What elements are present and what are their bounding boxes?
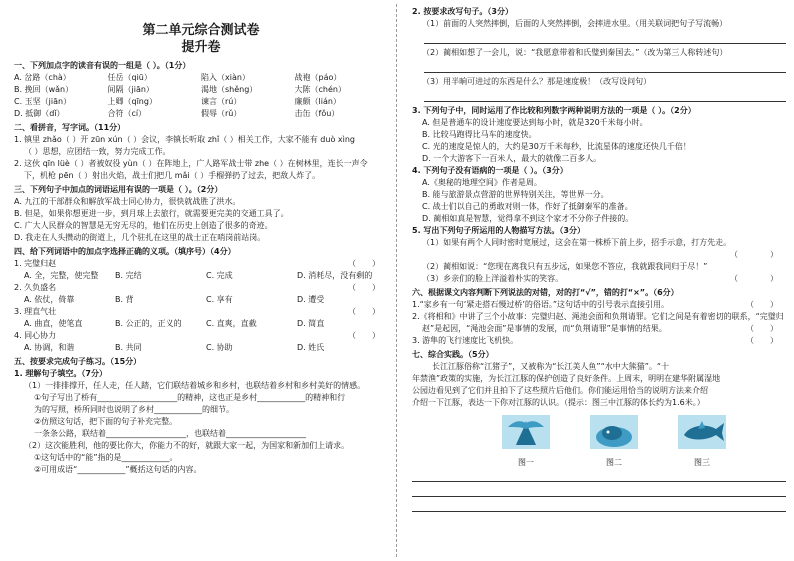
section-1-row-d: D. 抵御（dǐ） 合符（cí） 假辱（rǔ） 击缶（fǒu） — [14, 109, 340, 118]
passage-line: （2）这次能胜利，他的要比你大，你能力不的好，就跟大家一起，为国家和新加们上请求。 — [24, 441, 350, 450]
section-2-line: 下，机枪 pēn（ ）射出火焰，战士们把几 mǎi（ ）手榴弹扔了过去，把敌人炸了。 — [24, 171, 321, 180]
section-1-heading: 一、下列加点字的读音有误的一组是（ ）。（1分） — [14, 61, 191, 70]
section-6-heading: 六、根据课文内容判断下列说法的对错，对的打“√”，错的打“×”。（6分） — [412, 288, 679, 297]
left-page — [14, 6, 388, 558]
section-6-item: 赵”是起因，“渑池会面”是事情的发展，而“负荆请罪”是事情的结果。 — [422, 324, 667, 333]
passage-line: ②仿照这句话，把下面的句子补充完整。 — [34, 417, 178, 426]
figure-3 — [672, 415, 732, 469]
answer-blank[interactable]: （ ） — [348, 283, 380, 292]
section-4-word: 3. 理直气壮 — [14, 307, 57, 316]
section-4-group: 1. 完璧归赵 （ ） A. 全，完整，使完整 B. 完结 C. 完成 D. 消耗尽，没有剩的 — [14, 258, 388, 282]
question-5-c: （3）乡亲们的脸上洋溢着朴实的笑容。 — [422, 274, 564, 283]
figure-3-caption: 图三 — [694, 458, 710, 467]
section-2-line: （ ）思想，应团结一致，努力完成工作。 — [24, 147, 171, 156]
section-5-question-1: 1. 理解句子填空。（7分） — [14, 369, 107, 378]
section-6-item: 1.“家乡有一句‘紧走搭石慢过桥’的俗语。”这句话中的引号表示直接引用。 — [412, 300, 670, 309]
passage-line: （1）一排排撑开，任人走，任人踏，它们联结着城乡和乡村，也联结着乡村和乡村美好的情感。 — [24, 381, 366, 390]
porpoise-head-image — [590, 415, 638, 449]
section-3-option: B. 但是，如果你想更进一步，到月球上去旅行，就需要更完美的交通工具了。 — [14, 209, 289, 218]
section-7-text: 介绍一下江豚，表达一下你对江豚的认识。（提示：图三中江豚的体长约为1.6米。） — [412, 398, 705, 407]
answer-line[interactable] — [424, 90, 786, 102]
exam-title: 第二单元综合测试卷 — [142, 23, 260, 38]
section-4-word: 2. 久负盛名 — [14, 283, 57, 292]
section-4-word: 1. 完璧归赵 — [14, 259, 57, 268]
answer-blank[interactable]: （ ） — [746, 300, 778, 309]
section-6-item: 3. 游隼的飞行速度比飞机快。 — [412, 336, 519, 345]
question-4-option: B. 能与旅游景点营游的世界特别关注，等世界一分。 — [422, 190, 609, 199]
passage-line: ①这句话中的“能”指的是____________。 — [34, 453, 178, 462]
porpoise-body-image — [678, 415, 726, 449]
figure-2 — [584, 415, 644, 469]
section-2-line: 1. 镇里 zhǎo（ ）开 zūn xún（ ）会议，李镇长听取 zhǐ（ ）相关工作，大家不能有 duò xìng — [14, 135, 355, 144]
question-5-a: （1）如果有两个人同时密时宽展过，这会在第一株桥下前上步，招手示意，打方先走。 — [422, 238, 732, 247]
section-2-heading: 二、看拼音，写字词。（11分） — [14, 123, 126, 132]
section-2-line: 2. 这伙 qīn lüè（ ）者被奴役 yùn（ ）在阵地上，广人路军战士带 zhe（ ）在树林里，连长一声令 — [14, 159, 368, 168]
question-3-heading: 3. 下列句子中，同时运用了作比较和列数字两种说明方法的一项是（ ）。（2分） — [412, 106, 696, 115]
question-4-heading: 4. 下列句子没有语病的一项是（ ）。（3分） — [412, 166, 568, 175]
answer-line[interactable] — [424, 61, 786, 73]
question-3-option: D. 一个大游客下一百米人，最大的就像二百多人。 — [422, 154, 602, 163]
answer-blank[interactable]: （ ） — [348, 259, 380, 268]
section-5-heading: 五、按要求完成句子练习。（15分） — [14, 357, 142, 366]
figure-1 — [496, 415, 556, 469]
passage-line: ①句子写出了桥有____________________的精神，这也正是乡村____________的精神和行 — [34, 393, 346, 402]
section-3-option: C. 广大人民群众的智慧是无穷无尽的，他们在历史上创造了很多的奇迹。 — [14, 221, 273, 230]
right-page — [412, 6, 786, 558]
question-2-b: （2）蔺相如想了一会儿，说：“我愿意带着和氏璧到秦国去。”（改为第三人称转述句） — [422, 48, 728, 57]
section-6-item: 2.《将相和》中讲了三个小故事：完璧归赵、渑池会面和负荆请罪。它们之间是有着密切的联系，“完璧归 — [412, 312, 784, 321]
section-4-group: 3. 理直气壮 （ ） A. 曲直，使笔直 B. 公正的，正义的 C. 直爽，直截 D. 简直 — [14, 306, 388, 330]
answer-blank[interactable]: （ ） — [348, 331, 380, 340]
passage-line: ②可用成语“____________”概括这句话的内容。 — [34, 465, 202, 474]
question-5-b: （2）蔺相如说：“您现在离我只有五步远，如果您不答应，我就跟我同归于尽！” — [422, 262, 708, 271]
answer-line[interactable] — [424, 32, 786, 44]
answer-line[interactable] — [412, 484, 786, 497]
question-2-a: （1）前面的人突然摔倒，后面的人突然摔倒，会摔进水里。（用关联词把句子写流畅） — [422, 19, 728, 28]
page-divider — [396, 4, 397, 557]
section-4-heading: 四、给下列词语中的加点字选择正确的义项。（填序号）（4分） — [14, 247, 236, 256]
section-3-option: D. 我走在人头攒动的街道上，几个驻扎在这里的战士正在哨岗前站岗。 — [14, 233, 266, 242]
section-7-text: 年禁渔”政策的实施，为长江江豚的保护创造了良好条件。上周末，明明在建华附属湿地 — [412, 374, 721, 383]
question-3-option: A. 但是普通车的设计速度要达到每小时，就是320千米每小时。 — [422, 118, 648, 127]
answer-blank[interactable]: （ ） — [730, 250, 778, 259]
section-7-text: 长江江豚俗称“江猪子”，又被称为“长江美人鱼”“水中大熊猫”。“十 — [432, 362, 670, 371]
porpoise-figures — [482, 415, 746, 469]
question-3-option: B. 比较马跑得比马车的速度快。 — [422, 130, 537, 139]
answer-blank[interactable]: （ ） — [730, 274, 778, 283]
section-4-group: 2. 久负盛名 （ ） A. 依仗，倚靠 B. 背 C. 享有 D. 遭受 — [14, 282, 388, 306]
question-4-option: C. 战士们以自己的勇敢对则一体，作好了抵御秦军的准备。 — [422, 202, 633, 211]
figure-2-caption: 图二 — [606, 458, 622, 467]
question-5-heading: 5. 写出下列句子所运用的人物描写方法。（3分） — [412, 226, 585, 235]
answer-line[interactable] — [412, 499, 786, 512]
section-1-row-b: B. 挽回（wǎn） 间隔（jiān） 渴地（shěng） 大陈（chén） — [14, 85, 346, 94]
figure-1-caption: 图一 — [518, 458, 534, 467]
section-4-word: 4. 同心协力 — [14, 331, 57, 340]
exam-subtitle: 提升卷 — [181, 40, 221, 55]
answer-blank[interactable]: （ ） — [746, 324, 778, 333]
section-1-row-c: C. 玉坚（jiān） 上卿（qīng） 谏言（rú） 廉颇（lián） — [14, 97, 341, 106]
section-7-heading: 七、综合实践。（5分） — [412, 350, 494, 359]
section-4-group: 4. 同心协力 （ ） A. 协调，和谐 B. 共同 C. 协助 D. 姓氏 — [14, 330, 388, 354]
passage-line: 一条条公路，联结着____________________，也联结着____________________ — [34, 429, 306, 438]
question-3-option: C. 光的速度是惊人的，大约是30万千米每秒，比流星体的速度还快几千倍！ — [422, 142, 691, 151]
section-3-option: A. 九江的干部群众和解放军战士同心协力，很快就战胜了洪水。 — [14, 197, 241, 206]
answer-blank[interactable]: （ ） — [348, 307, 380, 316]
porpoise-tail-image — [502, 415, 550, 449]
question-2-heading: 2. 按要求改写句子。（3分） — [412, 7, 513, 16]
answer-blank[interactable]: （ ） — [746, 336, 778, 345]
section-3-heading: 三、下列句子中加点的词语运用有误的一项是（ ）。（2分） — [14, 185, 223, 194]
passage-line: 为的写照，桥所同时也说明了乡村____________的细节。 — [34, 405, 234, 414]
question-4-option: D. 蔺相如真是智慧，觉得拿不到这个家才不分你子件接的。 — [422, 214, 634, 223]
question-4-option: A.《奥秘的地理空间》作者是周。 — [422, 178, 542, 187]
answer-line[interactable] — [412, 469, 786, 482]
section-1-row-a: A. 岔路（chà） 任岳（qiū） 陷入（xiàn） 战袍（páo） — [14, 73, 342, 82]
question-2-c: （3）用半晌可进过的东西是什么？那是速度极！（改写设问句） — [422, 77, 652, 86]
section-7-text: 公园边看见到了它们并且拍下了这些照片后他们。你们能运用恰当的说明方法来介绍 — [412, 386, 708, 395]
